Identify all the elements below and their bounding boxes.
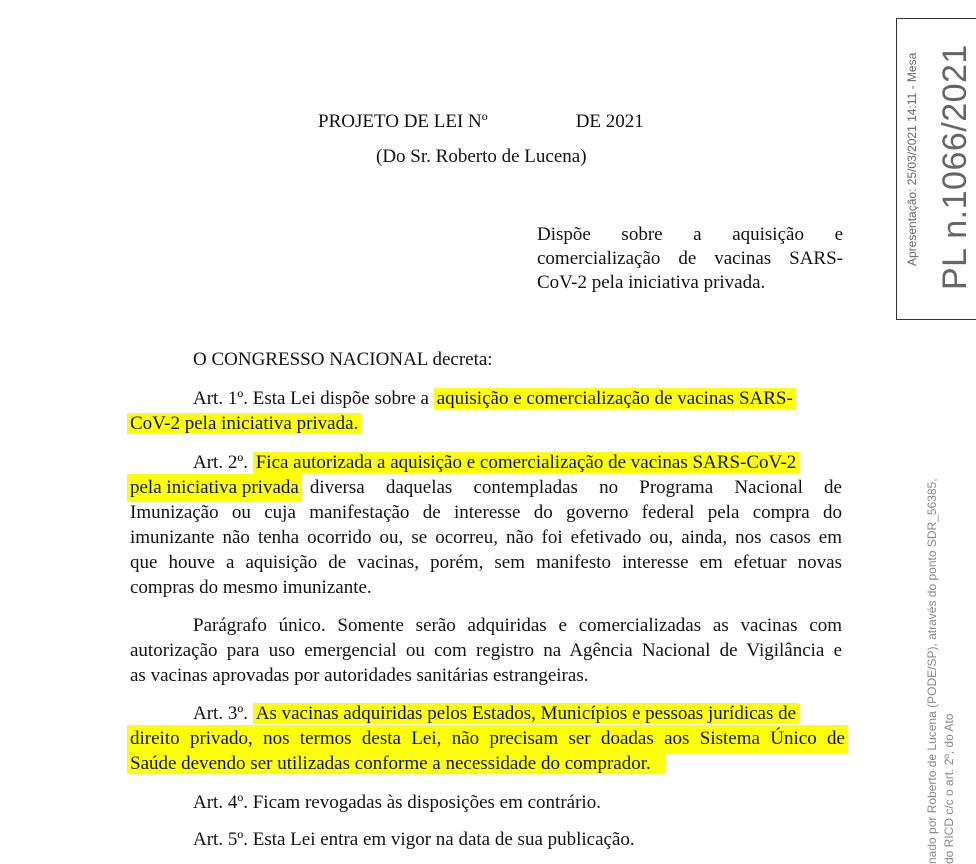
ementa-line-2: comercialização de vacinas SARS- — [537, 248, 843, 269]
paragraph-line-2: autorização para uso emergencial ou com registro na Agência Nacional de Vigilância e — [130, 640, 842, 661]
bill-title-year: DE 2021 — [575, 111, 644, 132]
art3-line-3 — [127, 750, 665, 778]
art2-highlight-1: Fica autorizada a aquisição e comercialização de vacinas SARS-CoV-2 — [253, 452, 800, 473]
art2-highlight-2: pela iniciativa privada — [127, 474, 302, 502]
art1-highlight-1: aquisição e comercialização de vacinas SARS- — [434, 388, 796, 409]
art3-highlight-3: Saúde devendo ser utilizadas conforme a necessidade do comprador. — [127, 753, 665, 774]
art3-line-2 — [127, 725, 848, 753]
art3-highlight-1: As vacinas adquiridas pelos Estados, Municípios e pessoas jurídicas de — [253, 703, 799, 724]
art2-line-3: Imunização ou cuja manifestação de interesse do governo federal pela compra do — [130, 502, 842, 523]
paragraph-line-3: as vacinas aprovadas por autoridades sanitárias estrangeiras. — [130, 665, 589, 686]
ementa-line-3: CoV-2 pela iniciativa privada. — [537, 272, 766, 293]
art1-highlight-2: CoV-2 pela iniciativa privada. — [127, 413, 361, 434]
art3-line-1: Art. 3º. As vacinas adquiridas pelos Estados, Municípios e pessoas jurídicas de — [193, 700, 799, 728]
art1-line-2 — [127, 410, 361, 438]
art2-line-6: compras do mesmo imunizante. — [130, 577, 372, 598]
presentation-date: Apresentação: 25/03/2021 14:11 - Mesa — [905, 52, 919, 266]
art2-line-2: pela iniciativa privada diversa daquelas contempladas no Programa Nacional de — [127, 474, 842, 502]
decree-line: O CONGRESSO NACIONAL decreta: — [193, 349, 493, 370]
art1-line-1: Art. 1º. Esta Lei dispõe sobre a aquisição e comercialização de vacinas SARS- — [193, 385, 796, 413]
art5-line: Art. 5º. Esta Lei entra em vigor na data de sua publicação. — [193, 829, 635, 850]
bill-title-left: PROJETO DE LEI Nº — [318, 111, 488, 132]
art3-highlight-2: direito privado, nos termos desta Lei, não precisam ser doadas aos Sistema Único de — [127, 725, 848, 753]
ementa-line-1: Dispõe sobre a aquisição e — [537, 224, 843, 245]
pl-number: PL n.1066/2021 — [936, 44, 974, 290]
signature-note-line-1: nado por Roberto de Lucena (PODE/SP), através do ponto SDR_56385, — [925, 478, 939, 864]
paragraph-line-1: Parágrafo único. Somente serão adquiridas e comercializadas as vacinas com — [193, 615, 842, 636]
art2-line-4: imunizante não tenha ocorrido ou, se ocorreu, não foi efetivado ou, ainda, nos casos em — [130, 527, 842, 548]
bill-title — [318, 108, 644, 136]
signature-note-line-2: do RICD c/c o art. 2º, do Ato — [942, 713, 956, 864]
bill-author: (Do Sr. Roberto de Lucena) — [376, 146, 587, 167]
art2-line-5: que houve a aquisição de vacinas, porém, sem manifesto interesse em efetuar novas — [130, 552, 842, 573]
art4-line: Art. 4º. Ficam revogadas às disposições em contrário. — [193, 792, 601, 813]
art2-line-1: Art. 2º. Fica autorizada a aquisição e comercialização de vacinas SARS-CoV-2 — [193, 449, 799, 477]
